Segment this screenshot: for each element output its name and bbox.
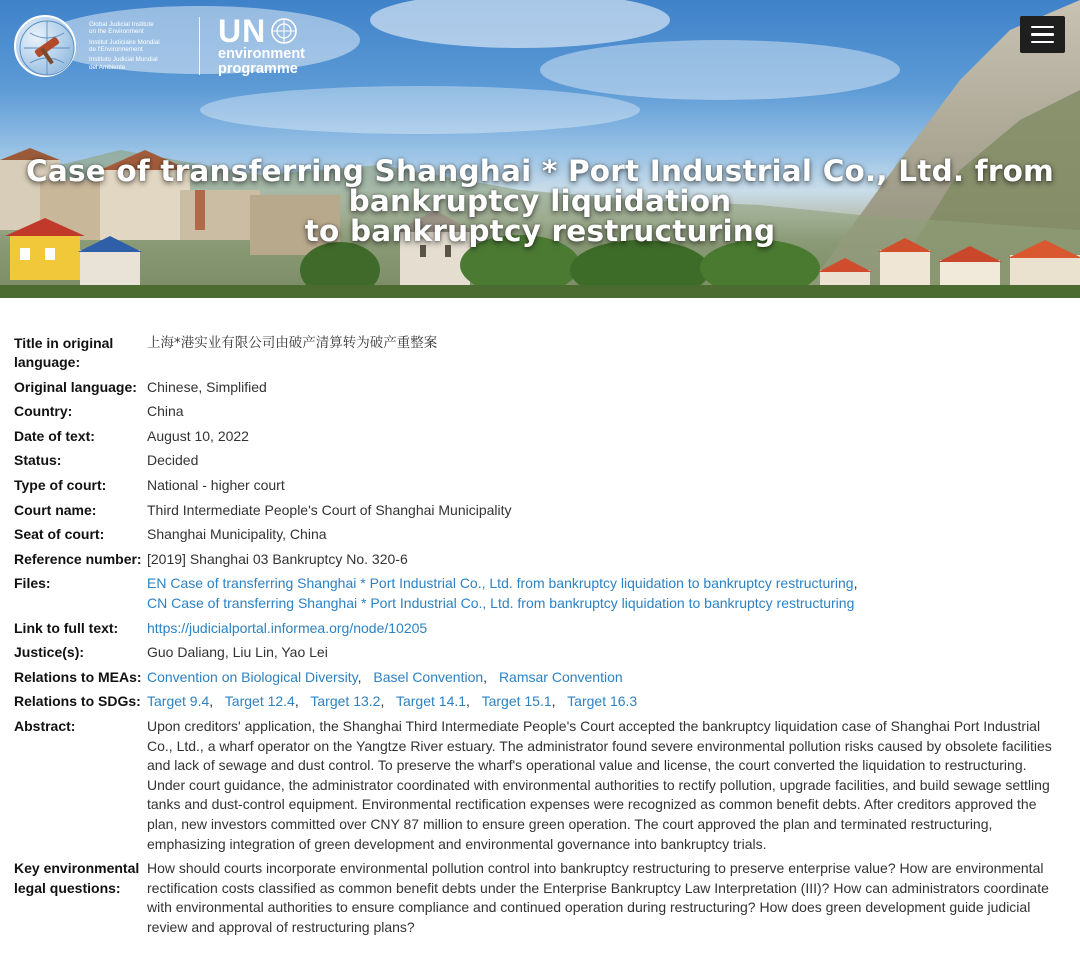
- field-meas: [14, 665, 1064, 690]
- page-title: [0, 156, 1080, 246]
- page-title-line2: to bankruptcy restructuring: [304, 214, 776, 248]
- sdg-link[interactable]: Target 9.4: [147, 693, 210, 710]
- field-country: [14, 400, 1064, 425]
- field-value: [2019] Shanghai 03 Bankruptcy No. 320-6: [147, 550, 408, 567]
- field-value: [147, 572, 1064, 616]
- unep-line2: programme: [218, 61, 298, 77]
- field-label: Abstract:: [14, 718, 76, 734]
- field-reference: [14, 547, 1064, 572]
- field-label: Seat of court:: [14, 526, 105, 543]
- field-label: Relations to MEAs:: [14, 668, 142, 685]
- sdg-link[interactable]: Target 13.2: [310, 693, 381, 710]
- mea-link[interactable]: Basel Convention: [373, 668, 484, 685]
- field-label: Country:: [14, 403, 73, 420]
- full-text-link[interactable]: https://judicialportal.informea.org/node/10205: [147, 619, 428, 636]
- gjie-globe-logo-icon: [14, 15, 76, 77]
- field-title-original: [14, 331, 1064, 375]
- file-link-separator: ,: [853, 575, 858, 592]
- mea-link[interactable]: Ramsar Convention: [498, 668, 623, 685]
- field-value: National - higher court: [147, 477, 285, 494]
- field-value: Upon creditors' application, the Shanghai Third Intermediate People's Court accepted the bankruptcy liquidation case of Shanghai Port Industrial Co., Ltd., a wharf operator on the Yangtze River estuary. The administrator found severe environmental pollution risks caused by obsolete facilities and lack of sewage and dust control. To preserve the wharf's operational value and license, the court converted the liquidation to restructuring. Under court guidance, the administrator coordinated with environmental authorities to rectify pollution, upgrade facilities, and build sewage settling tanks and dust-control equipment. Environmental rectification expenses were recognized as common benefit debts. After creditors approved the plan, new investors committed over CNY 87 million to ensure green operation. The court approved the plan and terminated restructuring, emphasizing integration of green development and environmental governance into bankruptcy trials.: [147, 718, 1052, 852]
- hamburger-menu-button[interactable]: [1020, 16, 1065, 53]
- unep-un-text: UN: [218, 13, 267, 49]
- field-abstract: [14, 715, 1064, 857]
- field-value: August 10, 2022: [147, 427, 249, 444]
- field-label: Original language:: [14, 378, 137, 395]
- un-emblem-icon: [270, 17, 298, 45]
- logo-divider: [199, 17, 200, 75]
- field-date: [14, 424, 1064, 449]
- field-label: Key environmental legal questions:: [14, 860, 140, 896]
- header-logos[interactable]: [14, 14, 305, 78]
- mea-link[interactable]: Convention on Biological Diversity: [147, 668, 358, 685]
- field-value: Shanghai Municipality, China: [147, 526, 327, 543]
- field-seat: [14, 523, 1064, 548]
- field-label: Files:: [14, 575, 51, 592]
- field-label: Court name:: [14, 501, 97, 518]
- case-details: [14, 331, 1064, 940]
- file-link-cn[interactable]: CN Case of transferring Shanghai * Port Industrial Co., Ltd. from bankruptcy liquidation to bankruptcy restructuring: [147, 595, 855, 612]
- field-value: Chinese, Simplified: [147, 378, 267, 395]
- sdg-link[interactable]: Target 12.4: [224, 693, 295, 710]
- field-value: Decided: [147, 452, 199, 469]
- file-link-en[interactable]: EN Case of transferring Shanghai * Port Industrial Co., Ltd. from bankruptcy liquidation to bankruptcy restructuring: [147, 575, 854, 592]
- field-value: China: [147, 403, 184, 420]
- field-label: Link to full text:: [14, 619, 119, 636]
- field-sdgs: [14, 690, 1064, 715]
- sdg-link[interactable]: Target 16.3: [567, 693, 638, 710]
- hamburger-menu-icon: [1031, 26, 1054, 29]
- hero-banner: [0, 0, 1080, 298]
- field-value: 上海*港实业有限公司由破产清算转为破产重整案: [147, 334, 438, 351]
- field-label: Justice(s):: [14, 644, 85, 661]
- field-files: [14, 572, 1064, 616]
- field-label: Date of text:: [14, 427, 95, 444]
- field-value: How should courts incorporate environmental pollution control into bankruptcy restructuring to preserve enterprise value? How are environmental rectification costs classified as common benefit debts under the Enterprise Bankruptcy Law Interpretation (III)? How can administrators coordinate with environmental authorities to ensure compliance and continued operation during restructuring? How does green development guide judicial review and approval of restructuring plans?: [147, 860, 1049, 935]
- field-label: Type of court:: [14, 477, 107, 494]
- field-value: Third Intermediate People's Court of Shanghai Municipality: [147, 501, 512, 518]
- field-key-questions: [14, 857, 1064, 940]
- field-value: [147, 616, 1064, 641]
- field-original-language: [14, 375, 1064, 400]
- field-justices: [14, 641, 1064, 666]
- unep-logo: [218, 15, 305, 77]
- field-court-name: [14, 498, 1064, 523]
- field-value: Guo Daliang, Liu Lin, Yao Lei: [147, 644, 328, 661]
- field-value: Convention on Biological Diversity, Basel Convention, Ramsar Convention: [147, 668, 623, 685]
- sdg-link[interactable]: Target 14.1: [395, 693, 467, 710]
- field-label: Reference number:: [14, 550, 142, 567]
- field-label: Relations to SDGs:: [14, 693, 141, 710]
- sdg-link[interactable]: Target 15.1: [481, 693, 552, 710]
- page-title-line1: Case of transferring Shanghai * Port Industrial Co., Ltd. from bankruptcy liquidation: [26, 154, 1054, 218]
- field-full-text-link: [14, 616, 1064, 641]
- field-status: [14, 449, 1064, 474]
- field-label: Status:: [14, 452, 62, 469]
- gjie-name-text: Global Judicial Institute on the Environment Institut Judiciaire Mondial de l'Environnement Instituto Judicial Mundial del Ambiente: [89, 20, 160, 71]
- field-value: Target 9.4, Target 12.4, Target 13.2, Target 14.1, Target 15.1, Target 16.3: [147, 693, 638, 710]
- field-label: Title in original language:: [14, 334, 114, 371]
- field-court-type: [14, 474, 1064, 499]
- unep-line1: environment: [218, 46, 306, 62]
